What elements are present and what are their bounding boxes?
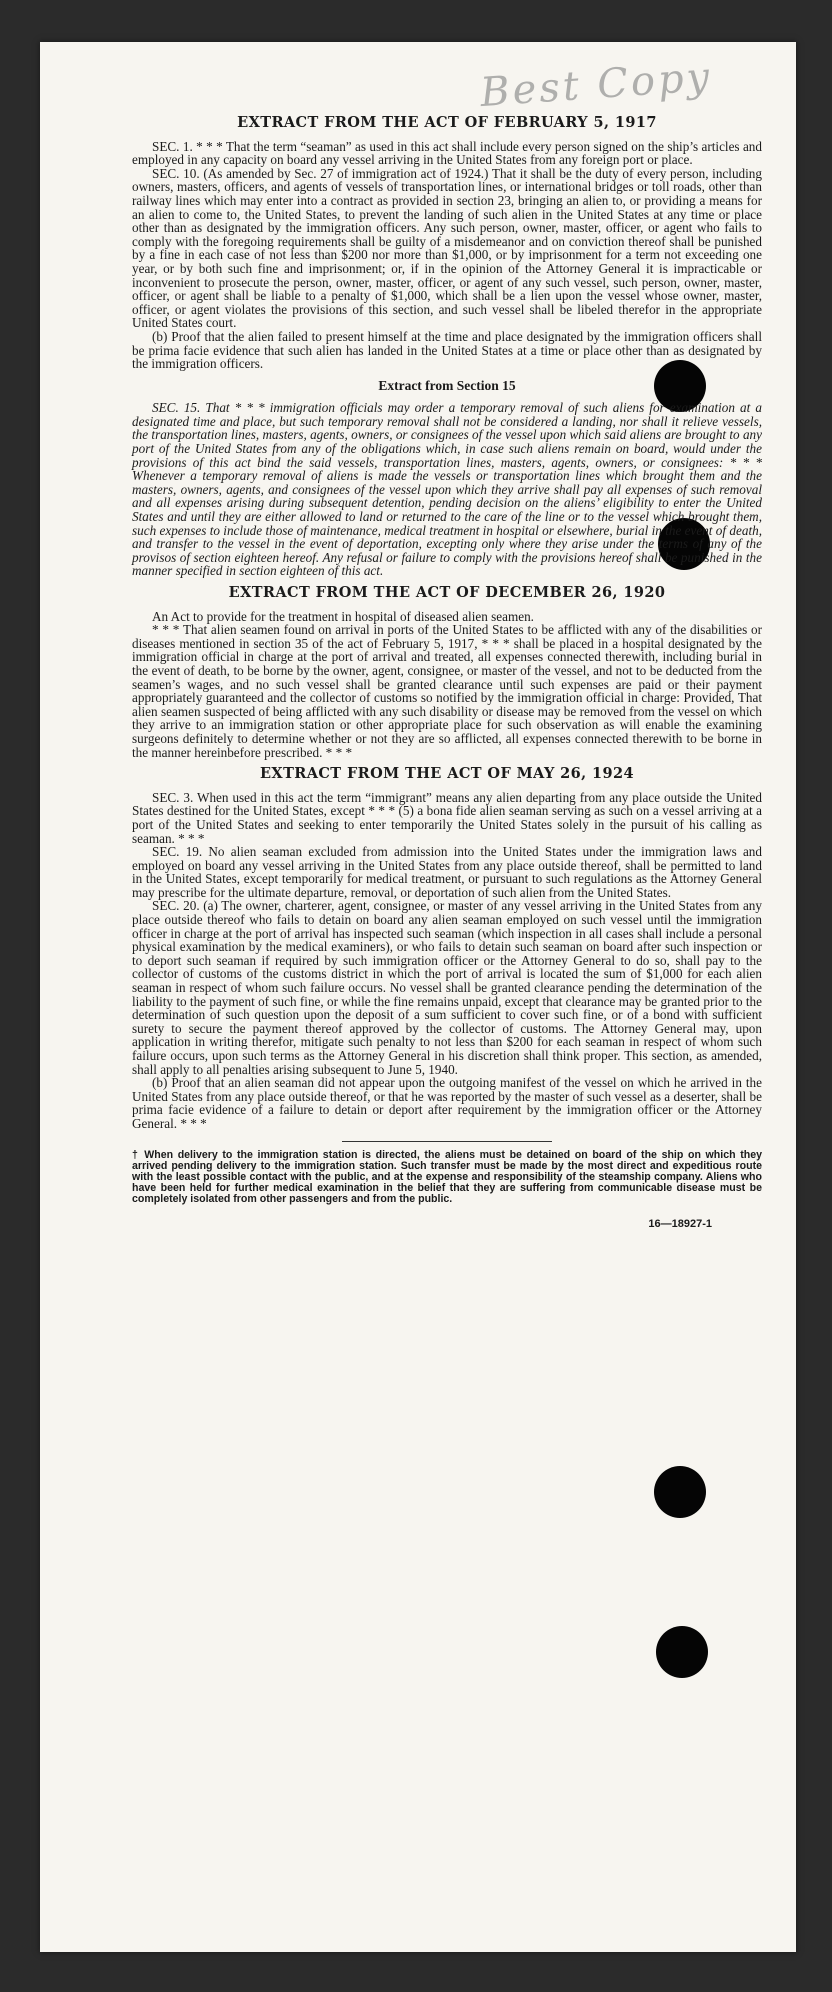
section-heading-1920: EXTRACT FROM THE ACT OF DECEMBER 26, 1920 (228, 584, 666, 601)
paragraph-sec-1: SEC. 1. * * * That the term “seaman” as used in this act shall include every person signed on the ship’s articles and employed in any capacity on board any vessel arriving in the United States from any foreign port or place. (132, 138, 762, 168)
document-page (40, 42, 796, 1952)
footnote: † When delivery to the immigration station is directed, the aliens must be detained on board of the ship on which they arrived pending delivery to the immigration station. Such transfer must be made by the most direct and expeditious route with the least possible contact with the public, and at the expense and responsibility of the steamship company. Aliens who have been held for further medical examination in the belief that they are suffering from communicable disease must be completely isolated from other passengers and from the public. (132, 1148, 762, 1206)
paragraph-sec-10: SEC. 10. (As amended by Sec. 27 of immigration act of 1924.) That it shall be the duty of every person, including owners, masters, officers, and agents of vessels of transportation lines, or international bridges or toll roads, other than railway lines which may enter into a contract as provided in section 23, bringing an alien to, or providing a means for an alien to come to, the United States, to prevent the landing of such alien in the United States at any time or place other than as designated by the immigration officers. Any such person, owner, master, officer, or agent who fails to comply with the foregoing requirements shall be guilty of a misdemeanor and on conviction thereof shall be punished by a fine in each case of not less than $200 nor more than $1,000, or by imprisonment for a term not exceeding one year, or by both such fine and imprisonment; or, if in the opinion of the Attorney General it is impracticable or inconvenient to prosecute the person, owner, master, officer, or agent of any such vessel, such person, owner, master, officer, or agent shall be liable to a penalty of $1,000, which shall be a lien upon the vessel whose owner, master, officer, or agent violates the provisions of this section, and such vessel shall be libeled therefor in the appropriate United States court. (132, 165, 762, 331)
punch-hole-4 (656, 1626, 708, 1678)
paragraph-sec-20b: (b) Proof that an alien seaman did not appear upon the outgoing manifest of the vessel on which he arrived in the United States from any place outside thereof, or that he was reported by the master of such vessel as a deserter, shall be prima facie evidence of a failure to detain or deport after requirement by the immigration officer or the Attorney General. * * * (132, 1075, 762, 1131)
section-heading-1924: EXTRACT FROM THE ACT OF MAY 26, 1924 (259, 765, 635, 783)
handwritten-note: Best Copy (478, 53, 714, 117)
form-number: 16—18927-1 (648, 1217, 712, 1230)
section-heading-1917: EXTRACT FROM THE ACT OF FEBRUARY 5, 1917 (237, 114, 657, 131)
punch-hole-3 (654, 1466, 706, 1518)
footnote-divider (342, 1141, 552, 1142)
section-heading-section-15: Extract from Section 15 (378, 377, 516, 393)
paragraph-sec-20a: SEC. 20. (a) The owner, charterer, agent, consignee, or master of any vessel arriving in the United States from any place outside thereof who fails to detain on board any alien seaman employed on such vessel until the immigration officer in charge at the port of arrival has inspected such seaman (which inspection in all cases shall include a personal physical examination by the medical examiners), or who fails to detain such seaman on board after such inspection or to deport such seaman if required by such immigration officer or the Attorney General to do so, shall pay to the collector of customs of the customs district in which the port of arrival is located the sum of $1,000 for each alien seaman in respect of whom such failure occurs. No vessel shall be granted clearance pending the determination of the liability to the payment of such fine, or while the fine remains unpaid, except that clearance may be granted prior to the determination of such question upon the deposit of a sum sufficient to cover such fine, or of a bond with sufficient surety to secure the payment thereof approved by the collector of customs. The Attorney General may, upon application in writing therefor, mitigate such penalty to not less than $200 for each seaman in respect of whom such failure occurs, upon such terms as the Attorney General in his discretion shall think proper. This section, as amended, shall apply to all penalties arising subsequent to June 5, 1940. (132, 898, 762, 1077)
document-body (132, 116, 762, 1231)
paragraph-sec-10b: (b) Proof that the alien failed to present himself at the time and place designated by the immigration officers shall be prima facie evidence that such alien has landed in the United States at a time or place other than as designated by the immigration officers. (132, 328, 762, 372)
paragraph-sec-15: SEC. 15. That * * * immigration officials may order a temporary removal of such aliens for examination at a designated time and place, but such temporary removal shall not be considered a landing, nor shall it relieve vessels, the transportation lines, masters, agents, owners, or consignees of the vessel upon which said aliens are brought to any port of the United States from any of the obligations which, in case such aliens remain on board, would under the provisions of this act bind the said vessels, transportation lines, masters, agents, owners, or consignees: * * * Whenever a temporary removal of aliens is made the vessels or transportation lines which brought them and the masters, owners, agents, and consignees of the vessel upon which they arrive shall pay all expenses of such removal and all expenses arising during subsequent detention, pending decision on the aliens’ eligibility to enter the United States and until they are either allowed to land or returned to the care of the line or to the vessel which brought them, such expenses to include those of maintenance, medical treatment in hospital or elsewhere, burial in the event of death, and transfer to the vessel in the event of deportation, excepting only where they arise under the terms of any of the provisos of section eighteen hereof. Any refusal or failure to comply with the provisions hereof shall be punished in the manner specified in section eighteen of this act. (132, 400, 762, 579)
paragraph-sec-19: SEC. 19. No alien seaman excluded from admission into the United States under the immigration laws and employed on board any vessel arriving in the United States from any place outside thereof, shall be permitted to land in the United States, except temporarily for medical treatment, or pursuant to such regulations as the Attorney General may prescribe for the ultimate departure, removal, or deportation of such alien from the United States. (132, 844, 762, 900)
paragraph-sec-3: SEC. 3. When used in this act the term “immigrant” means any alien departing from any place outside the United States destined for the United States, except * * * (5) a bona fide alien seaman serving as such on a vessel arriving at a port of the United States and seeking to enter temporarily the United States solely in the pursuit of his calling as seaman. * * * (132, 789, 762, 846)
paragraph-act-title-1920: An Act to provide for the treatment in hospital of diseased alien seamen. (152, 608, 534, 624)
paragraph-1920-body: * * * That alien seamen found on arrival in ports of the United States to be afflicted with any of the disabilities or diseases mentioned in section 35 of the act of February 5, 1917, * * * shall be placed in a hospital designated by the immigration official in charge at the port of arrival and treated, all expenses connected therewith, including burial in the event of death, to be borne by the owner, agent, consignee, or master of the vessel, and not to be deducted from the seamen’s wages, and no such vessel shall be granted clearance until such expenses are paid or their payment appropriately guaranteed and the collector of customs so notified by the immigration official in charge: Provided, That alien seamen suspected of being afflicted with any such disability or disease may be removed from the vessel on which they arrive to an immigration station or other appropriate place for such observation as will enable the examining surgeons definitely to determine whether or not they are so afflicted, all expenses connected therewith to be borne in the manner hereinbefore prescribed. * * * (132, 622, 762, 760)
